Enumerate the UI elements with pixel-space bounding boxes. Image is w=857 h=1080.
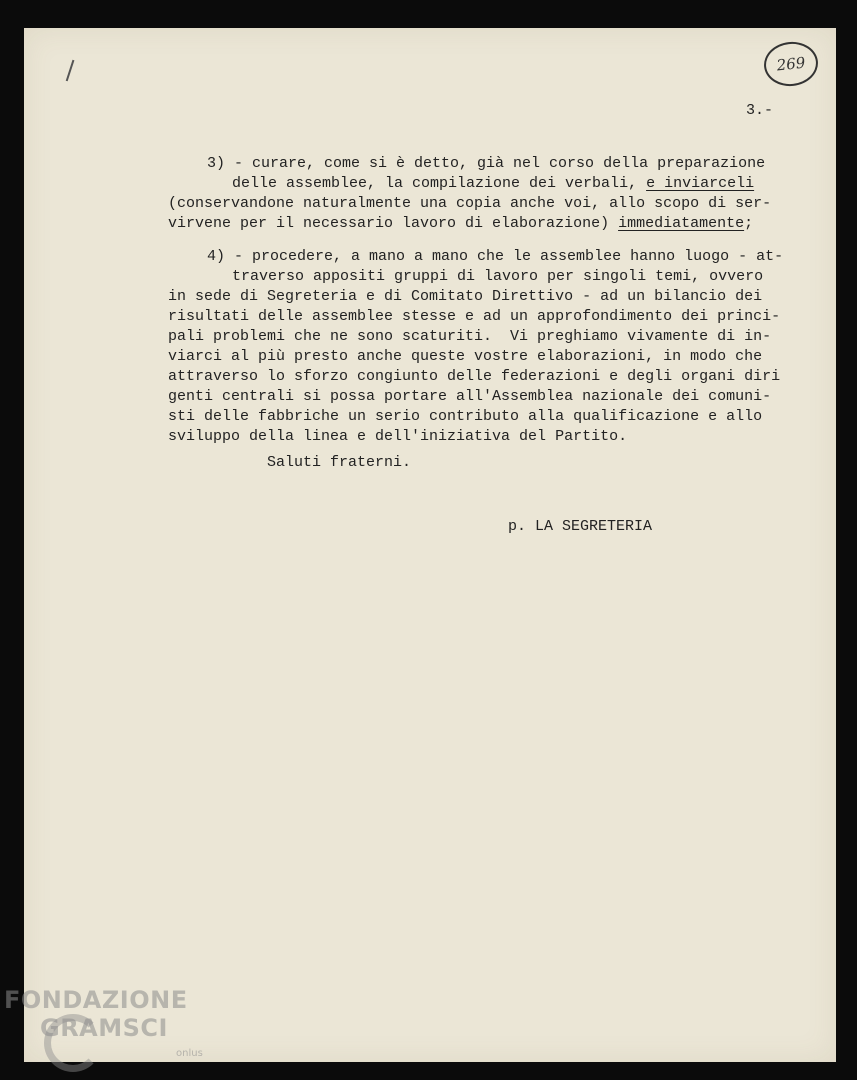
para4-line2: traverso appositi gruppi di lavoro per singoli temi, ovvero — [232, 268, 764, 285]
para3-line3: (conservandone naturalmente una copia anche voi, allo scopo di ser- — [168, 195, 772, 212]
archive-number-stamp: 269 — [762, 39, 820, 88]
para3-line2: delle assemblee, la compilazione dei verbali, e inviarceli — [232, 175, 755, 192]
signature: p. LA SEGRETERIA — [508, 518, 653, 535]
para4-line8: genti centrali si possa portare all'Assemblea nazionale dei comuni- — [168, 388, 772, 405]
para4-line7: attraverso lo sforzo congiunto delle federazioni e degli organi diri — [168, 368, 781, 385]
pen-mark — [66, 60, 78, 82]
para4-line9: sti delle fabbriche un serio contributo alla qualificazione e allo — [168, 408, 763, 425]
underlined-immediatamente: immediatamente — [618, 215, 745, 232]
para3-line4: virvene per il necessario lavoro di elaborazione) immediatamente; — [168, 215, 754, 232]
para4-line6: viarci al più presto anche queste vostre elaborazioni, in modo che — [168, 348, 763, 365]
para3-line1: 3) - curare, come si è detto, già nel corso della preparazione — [207, 155, 766, 172]
page-number: 3.- — [746, 102, 774, 119]
para4-line3: in sede di Segreteria e di Comitato Direttivo - ad un bilancio dei — [168, 288, 763, 305]
para4-line5: pali problemi che ne sono scaturiti. Vi preghiamo vivamente di in- — [168, 328, 772, 345]
document-page — [24, 28, 836, 1062]
para4-line10: sviluppo della linea e dell'iniziativa del Partito. — [168, 428, 628, 445]
logo-line3: onlus — [176, 1048, 203, 1059]
logo-line1: FONDAZIONE — [4, 986, 188, 1014]
para4-line4: risultati delle assemblee stesse e ad un approfondimento dei princi- — [168, 308, 781, 325]
para4-line1: 4) - procedere, a mano a mano che le assemblee hanno luogo - at- — [207, 248, 784, 265]
logo-line2: GRAMSCI — [40, 1014, 168, 1042]
closing-greeting: Saluti fraterni. — [267, 454, 412, 471]
underlined-inviarceli: e inviarceli — [646, 175, 755, 192]
